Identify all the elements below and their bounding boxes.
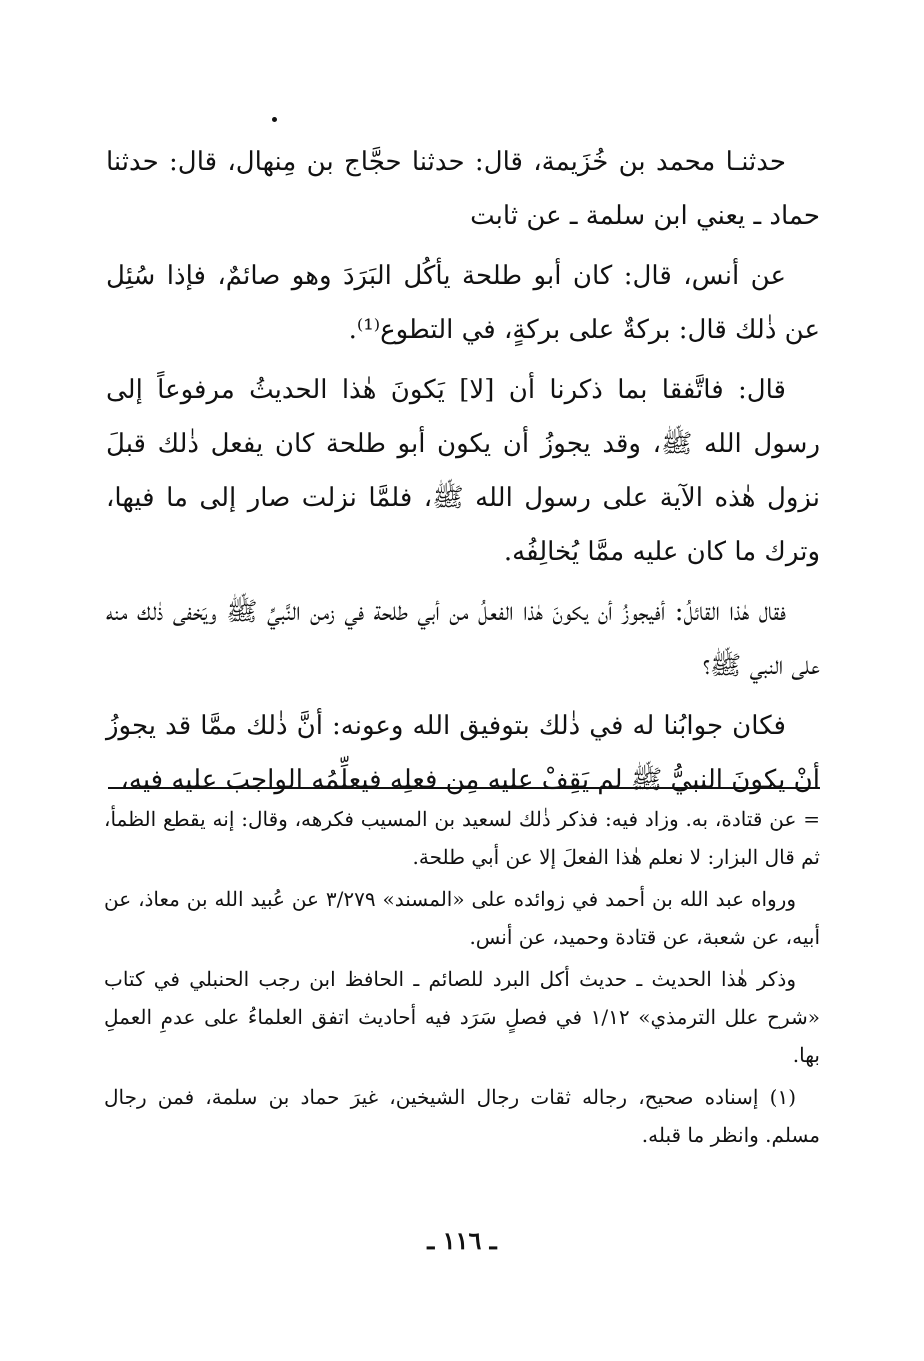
paragraph-1: حدثنـا محمد بن خُزَيمة، قال: حدثنا حجَّاج بن مِنهال، قال: حدثنا حماد ـ يعني ابن سلمة ـ عن ثابت xyxy=(106,147,820,231)
footnote-paragraph: ورواه عبد الله بن أحمد في زوائده على «المسند» ٣/٢٧٩ عن عُبيد الله بن معاذ، عن أبيه، عن شعبة، عن قتادة وحميد، عن أنس. xyxy=(104,887,820,949)
page-number: ـ ١١٦ ـ xyxy=(427,1226,497,1255)
footnote-1: (١) إسناده صحيح، رجاله ثقات رجال الشيخين، غيرَ حماد بن سلمة، فمن رجال مسلم. وانظر ما قبله. xyxy=(104,1085,820,1147)
main-text xyxy=(106,135,820,813)
footnotes xyxy=(104,800,820,1158)
footnote-separator xyxy=(108,787,820,789)
paragraph-3: قال: فاتَّفقا بما ذكرنا أن [لا] يَكونَ هٰذا الحديثُ مرفوعاً إلى رسول الله ﷺ، وقد يجوزُ أن يكون أبو طلحة كان يفعل ذٰلك قبلَ نزول هٰذه الآية على رسول الله ﷺ، فلمَّا نزلت صار إلى ما فيها، وترك ما كان عليه ممَّا يُخالِفُه. xyxy=(106,375,820,567)
footnote-continuation: = عن قتادة، به. وزاد فيه: فذكر ذٰلك لسعيد بن المسيب فكرهه، وقال: إنه يقطع الظمأ، ثم قال البزار: لا نعلم هٰذا الفعلَ إلا عن أبي طلحة. xyxy=(104,807,820,869)
paragraph-4: فقال هٰذا القائلُ: أفيجوزُ أن يكونَ هٰذا الفعلُ من أبي طلحة في زمن النَّبيِّ ﷺ ويَخفى ذٰلك منه على النبي ﷺ؟ xyxy=(106,597,820,681)
paragraph-5: فكان جوابُنا له في ذٰلك بتوفيق الله وعونه: أنَّ ذٰلك ممَّا قد يجوزُ أنْ يكونَ النبيُّ ﷺ لم يَقِفْ عليه مِن فعلِه فيعلِّمُه الواجبَ عليه فيه، xyxy=(106,711,820,795)
footnote-paragraph: وذكر هٰذا الحديث ـ حديث أكل البرد للصائم ـ الحافظ ابن رجب الحنبلي في كتاب «شرح علل الترمذي» ١/١٢ في فصلٍ سَرَد فيه أحاديث اتفق العلماءُ على عدمِ العملِ بها. xyxy=(104,967,820,1067)
ink-dot xyxy=(272,117,277,122)
paragraph-2: عن أنس، قال: كان أبو طلحة يأكُل البَرَدَ وهو صائمٌ، فإذا سُئِل عن ذٰلك قال: بركةٌ على بركةٍ، في التطوع⁽¹⁾. xyxy=(106,261,820,345)
